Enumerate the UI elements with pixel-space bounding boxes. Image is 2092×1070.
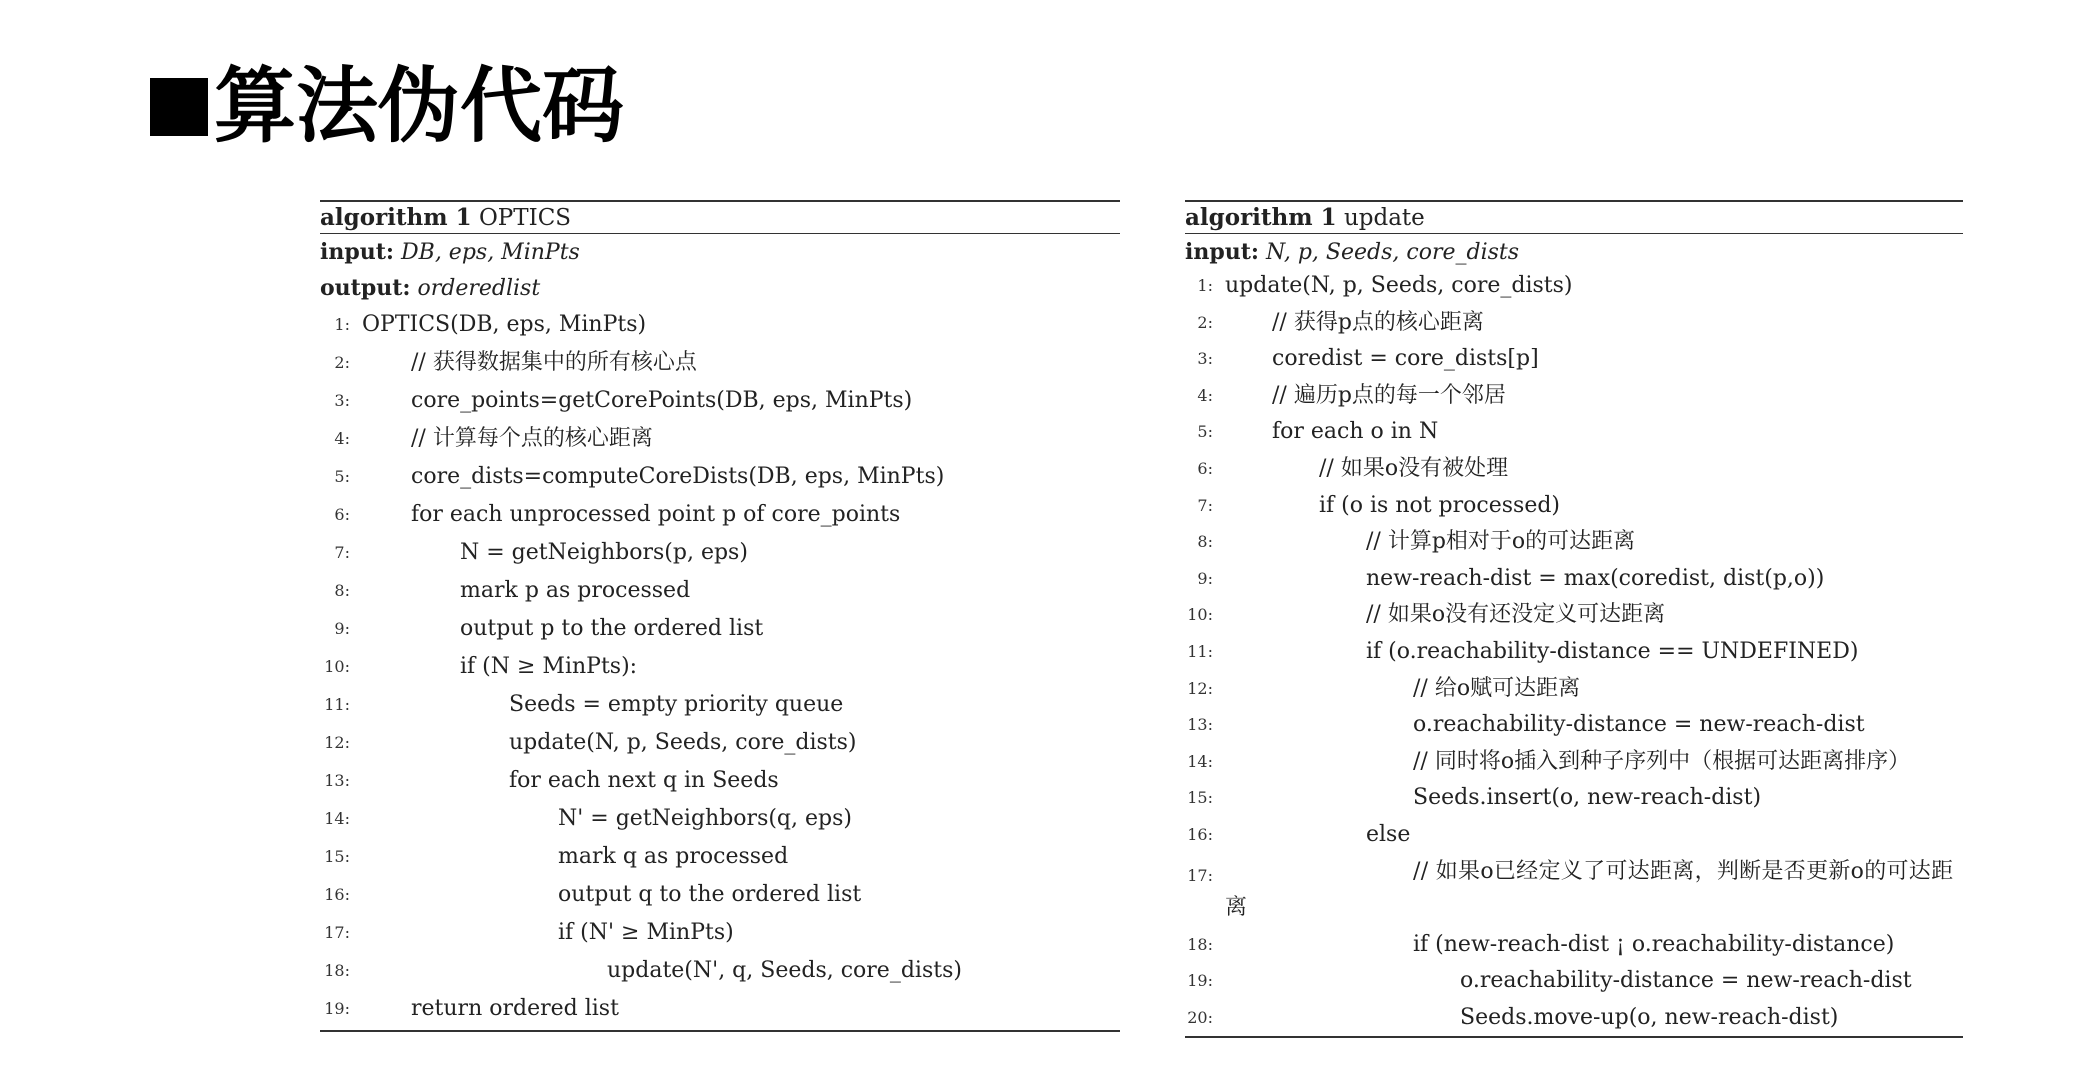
code-text: // 获得p点的核心距离 <box>1272 309 1484 335</box>
code-line <box>320 458 1120 496</box>
code-text: output p to the ordered list <box>460 616 764 641</box>
line-number: 4: <box>334 429 350 448</box>
code-line <box>320 572 1120 610</box>
code-text: // 遍历p点的每一个邻居 <box>1272 382 1506 408</box>
line-number: 6: <box>1197 458 1213 478</box>
line-number: 7: <box>334 543 350 562</box>
code-line <box>1185 963 1963 1000</box>
line-number: 20: <box>1187 1007 1213 1027</box>
code-text: // 计算p相对于o的可达距离 <box>1366 529 1636 555</box>
bottom-rule <box>320 1030 1120 1032</box>
algorithm-keyword: algorithm 1 <box>320 204 472 231</box>
code-text: coredist = core_dists[p] <box>1272 346 1539 372</box>
code-line <box>1185 378 1963 415</box>
code-text: update(N', q, Seeds, core_dists) <box>607 958 962 983</box>
slide-title <box>150 52 624 162</box>
code-line <box>320 382 1120 420</box>
code-line <box>1185 524 1963 561</box>
code-line <box>1185 341 1963 378</box>
line-number: 1: <box>1197 276 1213 295</box>
code-text: update(N, p, Seeds, core_dists) <box>509 730 857 755</box>
code-text: if (o.reachability-distance == UNDEFINED) <box>1366 638 1859 664</box>
line-number: 1: <box>334 315 350 334</box>
input-value: N, p, Seeds, core_dists <box>1266 240 1520 265</box>
code-text: // 计算每个点的核心距离 <box>411 426 653 451</box>
code-line <box>1185 634 1963 671</box>
line-number: 15: <box>324 847 350 866</box>
code-line <box>320 914 1120 952</box>
code-line <box>320 876 1120 914</box>
code-lines <box>320 306 1120 1028</box>
code-text: return ordered list <box>411 996 619 1021</box>
code-line <box>320 344 1120 382</box>
code-text: // 如果o没有被处理 <box>1319 455 1509 481</box>
code-line <box>1185 817 1963 854</box>
code-text: Seeds = empty priority queue <box>509 692 844 717</box>
code-line <box>320 534 1120 572</box>
line-number: 3: <box>334 391 350 410</box>
code-text: // 同时将o插入到种子序列中（根据可达距离排序） <box>1413 748 1911 774</box>
line-number: 7: <box>1197 495 1213 515</box>
input-label: input: <box>1185 239 1260 265</box>
input-line <box>320 234 1120 270</box>
line-number: 3: <box>1197 349 1213 369</box>
algorithm-header <box>320 202 1120 234</box>
code-text: output q to the ordered list <box>558 882 862 907</box>
line-number: 18: <box>1187 934 1213 954</box>
line-number: 11: <box>324 695 350 714</box>
line-number: 17: <box>1187 865 1213 885</box>
code-text: N = getNeighbors(p, eps) <box>460 540 748 565</box>
code-line <box>1185 780 1963 817</box>
code-line <box>1185 451 1963 488</box>
code-text: else <box>1366 821 1411 847</box>
code-line <box>320 686 1120 724</box>
input-label: input: <box>320 239 395 265</box>
input-value: DB, eps, MinPts <box>401 240 580 265</box>
code-text: if (N ≥ MinPts): <box>460 654 638 679</box>
line-number: 18: <box>324 961 350 980</box>
line-number: 4: <box>1197 385 1213 405</box>
algorithm-header <box>1185 202 1963 234</box>
code-text: N' = getNeighbors(q, eps) <box>558 806 852 831</box>
code-line <box>1185 597 1963 634</box>
code-text: // 如果o已经定义了可达距离，判断是否更新o的可达距离 <box>1225 858 1954 921</box>
line-number: 6: <box>334 505 350 524</box>
input-line <box>1185 234 1963 268</box>
code-text: if (N' ≥ MinPts) <box>558 920 734 945</box>
code-text: // 给o赋可达距离 <box>1413 675 1581 701</box>
line-number: 15: <box>1187 788 1213 808</box>
code-text: // 获得数据集中的所有核心点 <box>411 350 697 375</box>
line-number: 16: <box>324 885 350 904</box>
code-line <box>1185 744 1963 781</box>
code-line <box>1185 671 1963 708</box>
line-number: 19: <box>324 999 350 1018</box>
line-number: 13: <box>1187 715 1213 735</box>
code-line <box>1185 268 1963 305</box>
output-label: output: <box>320 275 411 301</box>
code-text: core_dists=computeCoreDists(DB, eps, MinPts) <box>411 464 945 489</box>
code-line <box>1185 414 1963 451</box>
code-line <box>320 420 1120 458</box>
line-number: 13: <box>324 771 350 790</box>
code-line <box>320 762 1120 800</box>
line-number: 12: <box>1187 678 1213 698</box>
code-line <box>1185 927 1963 964</box>
algorithm-name: update <box>1343 205 1425 231</box>
algorithm-keyword: algorithm 1 <box>1185 204 1337 231</box>
line-number: 2: <box>334 353 350 372</box>
line-number: 10: <box>324 657 350 676</box>
code-text: update(N, p, Seeds, core_dists) <box>1225 273 1573 298</box>
line-number: 5: <box>1197 422 1213 442</box>
code-line <box>320 990 1120 1028</box>
code-text: Seeds.move-up(o, new-reach-dist) <box>1460 1004 1839 1030</box>
code-line <box>320 648 1120 686</box>
code-text: mark p as processed <box>460 578 691 603</box>
line-number: 14: <box>324 809 350 828</box>
code-text: if (o is not processed) <box>1319 492 1561 518</box>
code-line <box>320 306 1120 344</box>
output-value: orderedlist <box>417 276 541 301</box>
line-number: 2: <box>1197 312 1213 332</box>
code-text: mark q as processed <box>558 844 789 869</box>
line-number: 10: <box>1187 605 1213 625</box>
code-line <box>1185 305 1963 342</box>
code-text: core_points=getCorePoints(DB, eps, MinPts) <box>411 388 913 413</box>
line-number: 8: <box>1197 532 1213 552</box>
code-text: o.reachability-distance = new-reach-dist <box>1460 968 1912 994</box>
code-line <box>320 800 1120 838</box>
line-number: 17: <box>324 923 350 942</box>
slide-title-text: 算法伪代码 <box>214 59 625 154</box>
code-text: new-reach-dist = max(coredist, dist(p,o)) <box>1366 565 1825 591</box>
code-line <box>320 952 1120 990</box>
line-number: 12: <box>324 733 350 752</box>
code-line <box>1185 707 1963 744</box>
code-text: o.reachability-distance = new-reach-dist <box>1413 712 1865 738</box>
code-line <box>1185 561 1963 598</box>
code-text: for each o in N <box>1272 419 1439 445</box>
code-line <box>320 496 1120 534</box>
line-number: 16: <box>1187 824 1213 844</box>
code-line <box>1185 854 1963 927</box>
code-text: for each next q in Seeds <box>509 768 779 793</box>
output-line <box>320 270 1120 306</box>
code-line <box>320 724 1120 762</box>
code-line <box>1185 1000 1963 1037</box>
code-lines <box>1185 268 1963 1036</box>
code-text: for each unprocessed point p of core_points <box>411 502 901 527</box>
algorithm-name: OPTICS <box>478 205 572 231</box>
optics-algorithm-block <box>320 200 1120 1032</box>
line-number: 8: <box>334 581 350 600</box>
line-number: 11: <box>1187 641 1213 661</box>
code-line <box>320 838 1120 876</box>
line-number: 19: <box>1187 971 1213 991</box>
line-number: 5: <box>334 467 350 486</box>
line-number: 14: <box>1187 751 1213 771</box>
code-line <box>1185 488 1963 525</box>
code-text: if (new-reach-dist ¡ o.reachability-distance) <box>1413 931 1895 957</box>
square-bullet-icon <box>150 78 208 136</box>
code-text: // 如果o没有还没定义可达距离 <box>1366 602 1666 628</box>
line-number: 9: <box>1197 568 1213 588</box>
code-text: OPTICS(DB, eps, MinPts) <box>362 312 647 337</box>
line-number: 9: <box>334 619 350 638</box>
bottom-rule <box>1185 1036 1963 1038</box>
code-line <box>320 610 1120 648</box>
code-text: Seeds.insert(o, new-reach-dist) <box>1413 785 1762 811</box>
update-algorithm-block <box>1185 200 1963 1038</box>
